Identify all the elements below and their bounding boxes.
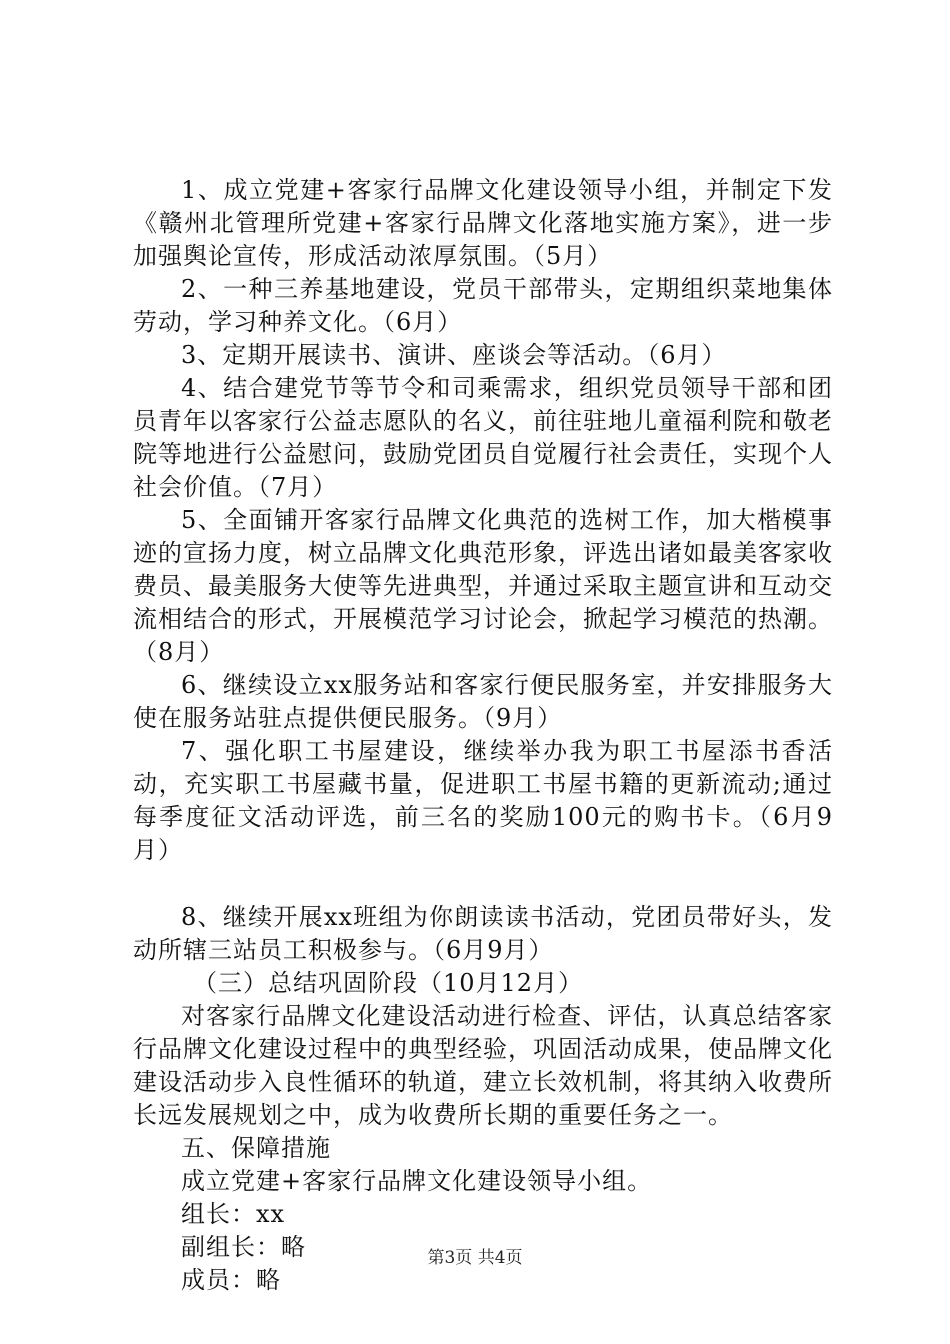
paragraph-item-4: 4、结合建党节等节令和司乘需求，组织党员领导干部和团员青年以客家行公益志愿队的名义，前往驻地儿童福利院和敬老院等地进行公益慰问，鼓励党团员自觉履行社会责任，实现个人社会价值。（7月） [133, 374, 833, 501]
section-heading-safeguards: 五、保障措施 [181, 1134, 331, 1162]
document-body [133, 174, 833, 1297]
page-footer: 第3页 共4页 [427, 1248, 523, 1268]
paragraph-item-7: 7、强化职工书屋建设，继续举办我为职工书屋添书香活动，充实职工书屋藏书量，促进职工书屋书籍的更新流动;通过每季度征文活动评选，前三名的奖励100元的购书卡。（6月9月） [133, 737, 833, 864]
section-heading-summary-stage: （三）总结巩固阶段（10月12月） [193, 969, 584, 997]
paragraph-summary-body: 对客家行品牌文化建设活动进行检查、评估，认真总结客家行品牌文化建设过程中的典型经验，巩固活动成果，使品牌文化建设活动步入良性循环的轨道，建立长效机制，将其纳入收费所长远发展规划之中，成为收费所长期的重要任务之一。 [133, 1002, 833, 1129]
paragraph-group-leader: 组长：xx [181, 1200, 286, 1228]
paragraph-item-1: 1、成立党建+客家行品牌文化建设领导小组，并制定下发《赣州北管理所党建+客家行品牌文化落地实施方案》，进一步加强舆论宣传，形成活动浓厚氛围。（5月） [133, 176, 833, 270]
paragraph-item-6: 6、继续设立xx服务站和客家行便民服务室，并安排服务大使在服务站驻点提供便民服务。（9月） [133, 671, 833, 732]
paragraph-item-2: 2、一种三养基地建设，党员干部带头，定期组织菜地集体劳动，学习种养文化。（6月） [133, 275, 833, 336]
paragraph-item-3: 3、定期开展读书、演讲、座谈会等活动。（6月） [181, 341, 727, 369]
paragraph-leadership-group: 成立党建+客家行品牌文化建设领导小组。 [181, 1167, 653, 1195]
paragraph-item-8: 8、继续开展xx班组为你朗读读书活动，党团员带好头，发动所辖三站员工积极参与。（6月9月） [133, 903, 833, 964]
paragraph-members: 成员：略 [181, 1266, 281, 1294]
paragraph-item-5: 5、全面铺开客家行品牌文化典范的选树工作，加大楷模事迹的宣扬力度，树立品牌文化典范形象，评选出诸如最美客家收费员、最美服务大使等先进典型，并通过采取主题宣讲和互动交流相结合的形式，开展模范学习讨论会，掀起学习模范的热潮。（8月） [133, 506, 833, 666]
paragraph-deputy-leader: 副组长：略 [181, 1233, 306, 1261]
